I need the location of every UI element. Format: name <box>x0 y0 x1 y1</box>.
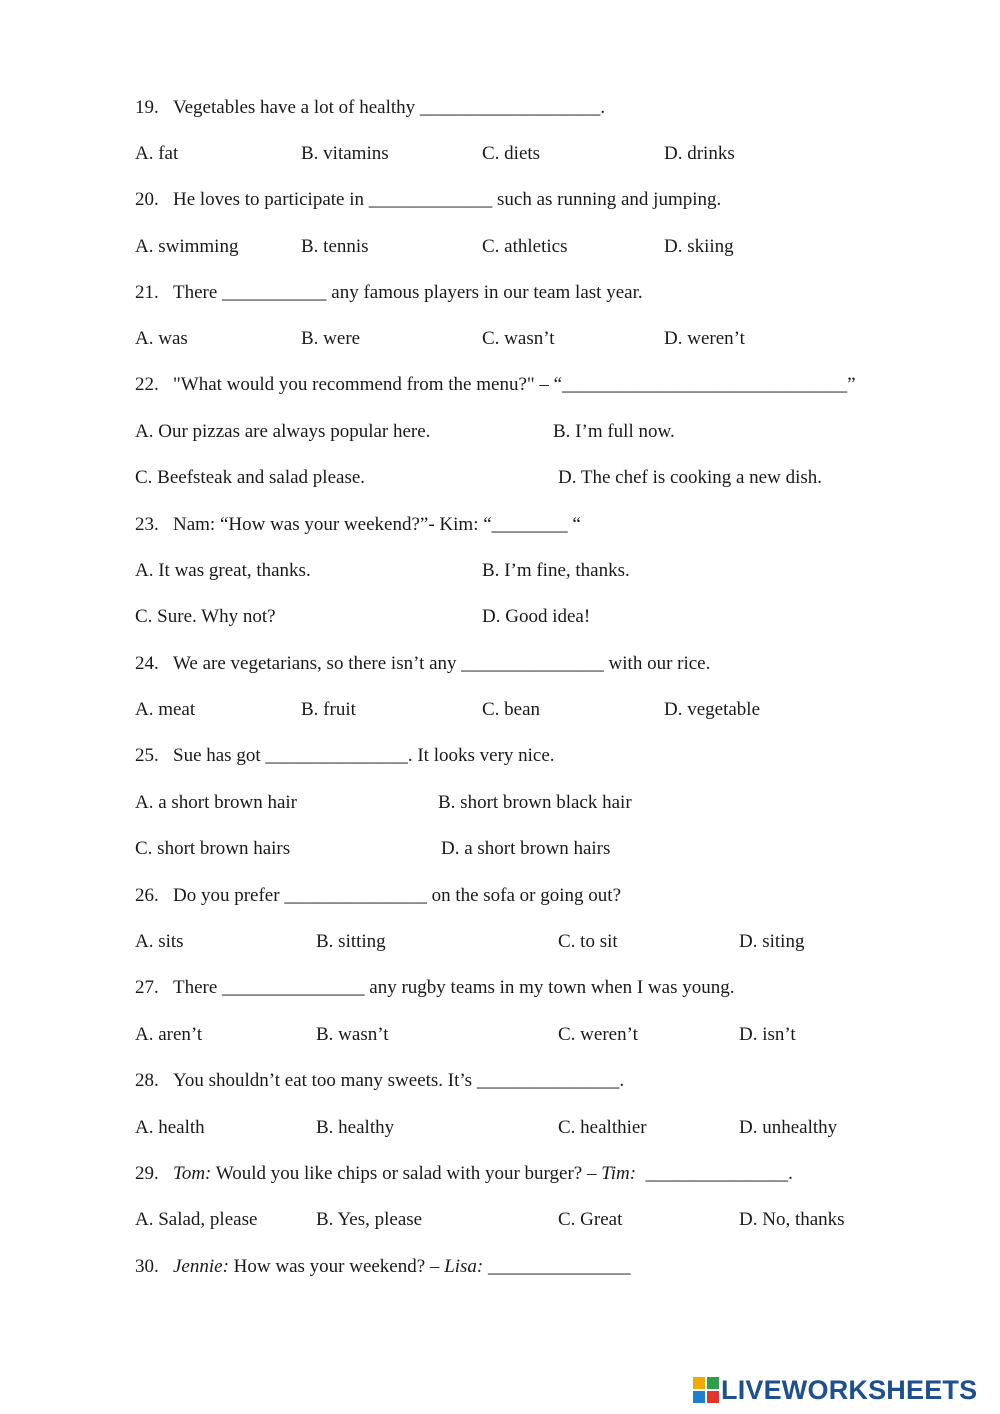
question-26 <box>135 884 621 908</box>
option-b[interactable]: B. vitamins <box>301 143 389 164</box>
question-19 <box>135 96 605 120</box>
question-25 <box>135 744 555 768</box>
question-number: 24. <box>135 653 159 674</box>
option-c[interactable]: C. diets <box>482 143 541 164</box>
option-b[interactable]: B. sitting <box>316 931 386 952</box>
liveworksheets-logo[interactable] <box>693 1374 977 1406</box>
option-a[interactable]: A. Salad, please <box>135 1209 258 1230</box>
option-c[interactable]: C. short brown hairs <box>135 838 291 859</box>
question-text: We are vegetarians, so there isn’t any _______________ with our rice. <box>173 653 711 674</box>
option-b[interactable]: B. fruit <box>301 699 356 720</box>
question-text: How was your weekend? – <box>228 1256 445 1277</box>
option-c[interactable]: C. bean <box>482 699 541 720</box>
option-a[interactable]: A. aren’t <box>135 1024 203 1045</box>
option-c[interactable]: C. healthier <box>558 1117 647 1138</box>
option-d[interactable]: D. The chef is cooking a new dish. <box>558 467 823 488</box>
question-number: 28. <box>135 1070 159 1091</box>
option-a[interactable]: A. swimming <box>135 236 239 257</box>
question-text: You shouldn’t eat too many sweets. It’s _______________. <box>173 1070 625 1091</box>
option-b[interactable]: B. I’m full now. <box>553 421 675 442</box>
option-c[interactable]: C. Great <box>558 1209 623 1230</box>
option-d[interactable]: D. isn’t <box>739 1024 796 1045</box>
question-27 <box>135 976 734 1000</box>
question-text: Vegetables have a lot of healthy ___________________. <box>173 97 606 118</box>
option-d[interactable]: D. a short brown hairs <box>441 838 611 859</box>
question-text: Nam: “How was your weekend?”- Kim: “________ “ <box>173 514 581 535</box>
option-d[interactable]: D. weren’t <box>664 328 745 349</box>
option-b[interactable]: B. Yes, please <box>316 1209 423 1230</box>
option-c[interactable]: C. athletics <box>482 236 568 257</box>
option-a[interactable]: A. fat <box>135 143 179 164</box>
option-b[interactable]: B. healthy <box>316 1117 395 1138</box>
answer-blank: _______________ <box>483 1256 631 1277</box>
option-b[interactable]: B. wasn’t <box>316 1024 389 1045</box>
speaker-name: Tom: <box>173 1163 212 1184</box>
question-number: 29. <box>135 1163 159 1184</box>
option-c[interactable]: C. Beefsteak and salad please. <box>135 467 366 488</box>
question-number: 25. <box>135 745 159 766</box>
question-text: There _______________ any rugby teams in my town when I was young. <box>173 977 735 998</box>
question-23 <box>135 513 581 537</box>
question-number: 23. <box>135 514 159 535</box>
question-21 <box>135 281 643 305</box>
option-d[interactable]: D. skiing <box>664 236 734 257</box>
question-28 <box>135 1069 624 1093</box>
option-a[interactable]: A. sits <box>135 931 184 952</box>
option-a[interactable]: A. meat <box>135 699 196 720</box>
option-c[interactable]: C. weren’t <box>558 1024 638 1045</box>
liveworksheets-logo-icon <box>693 1377 719 1403</box>
question-number: 19. <box>135 97 159 118</box>
question-text: Sue has got _______________. It looks very nice. <box>173 745 555 766</box>
option-b[interactable]: B. I’m fine, thanks. <box>482 560 630 581</box>
option-a[interactable]: A. It was great, thanks. <box>135 560 311 581</box>
speaker-name: Tim: <box>601 1163 637 1184</box>
option-c[interactable]: C. wasn’t <box>482 328 555 349</box>
option-a[interactable]: A. was <box>135 328 188 349</box>
question-29 <box>135 1162 793 1186</box>
option-b[interactable]: B. short brown black hair <box>438 792 632 813</box>
speaker-name: Lisa: <box>444 1256 484 1277</box>
logo-text: LIVEWORKSHEETS <box>721 1374 978 1405</box>
option-c[interactable]: C. Sure. Why not? <box>135 606 276 627</box>
question-number: 30. <box>135 1256 159 1277</box>
question-number: 22. <box>135 374 159 395</box>
option-a[interactable]: A. health <box>135 1117 205 1138</box>
question-text: He loves to participate in _____________ such as running and jumping. <box>173 189 722 210</box>
question-text: Do you prefer _______________ on the sofa or going out? <box>173 885 622 906</box>
option-d[interactable]: D. Good idea! <box>482 606 591 627</box>
option-d[interactable]: D. drinks <box>664 143 735 164</box>
option-a[interactable]: A. Our pizzas are always popular here. <box>135 421 431 442</box>
question-number: 26. <box>135 885 159 906</box>
option-c[interactable]: C. to sit <box>558 931 618 952</box>
question-text: Would you like chips or salad with your burger? – <box>211 1163 602 1184</box>
option-d[interactable]: D. unhealthy <box>739 1117 838 1138</box>
question-30 <box>135 1255 631 1279</box>
option-b[interactable]: B. were <box>301 328 361 349</box>
question-number: 20. <box>135 189 159 210</box>
question-number: 21. <box>135 282 159 303</box>
question-24 <box>135 652 710 676</box>
option-d[interactable]: D. siting <box>739 931 805 952</box>
answer-blank: _______________. <box>636 1163 793 1184</box>
option-b[interactable]: B. tennis <box>301 236 369 257</box>
option-a[interactable]: A. a short brown hair <box>135 792 297 813</box>
question-number: 27. <box>135 977 159 998</box>
option-d[interactable]: D. No, thanks <box>739 1209 845 1230</box>
question-text: There ___________ any famous players in our team last year. <box>173 282 643 303</box>
question-22 <box>135 373 856 397</box>
question-20 <box>135 188 721 212</box>
speaker-name: Jennie: <box>173 1256 229 1277</box>
question-text: "What would you recommend from the menu?" – “______________________________” <box>173 374 856 395</box>
option-d[interactable]: D. vegetable <box>664 699 761 720</box>
